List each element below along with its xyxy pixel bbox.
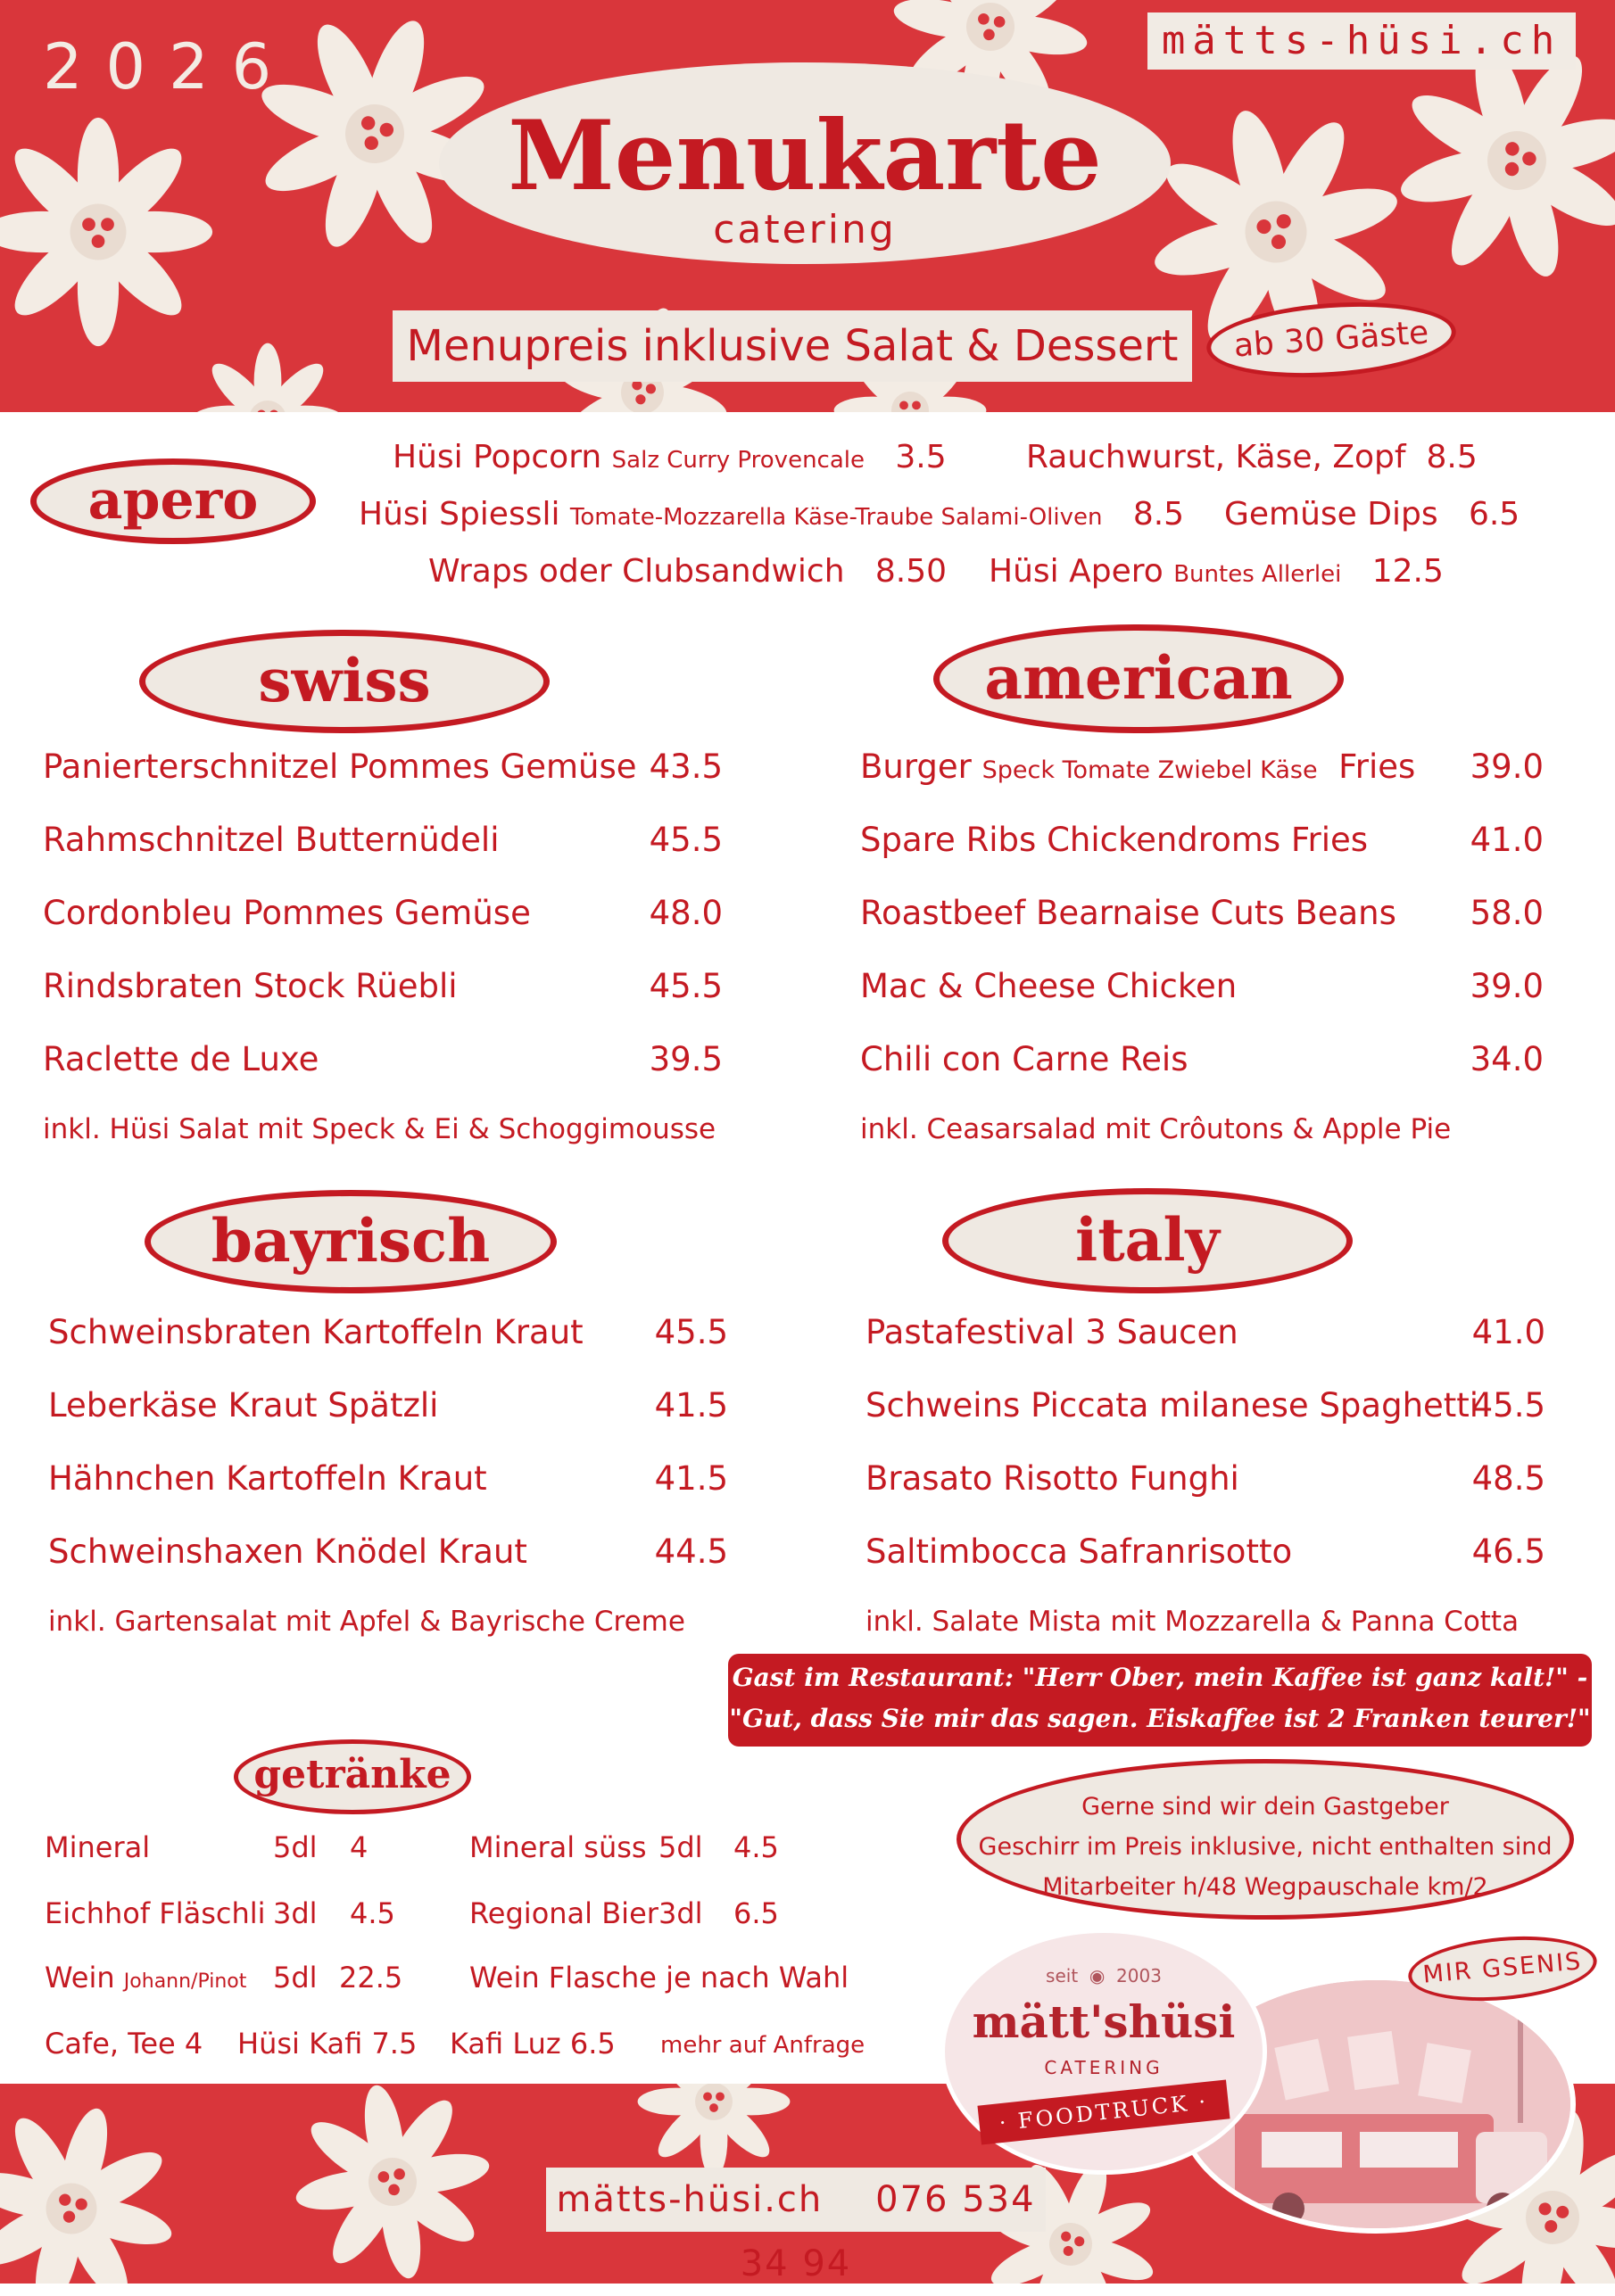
website-badge[interactable]: mätts-hüsi.ch (1147, 12, 1576, 70)
american-burger (860, 747, 1415, 786)
apero-spiessli-price: 8.5 (1132, 496, 1185, 533)
bayrisch-item: Leberkäse Kraut Spätzli (48, 1386, 439, 1425)
logo-seit: seit (1046, 1965, 1079, 1986)
host-line-1: Gerne sind wir dein Gastgeber (1081, 1793, 1449, 1821)
apero-spiessli (359, 496, 1184, 533)
host-info (957, 1759, 1574, 1920)
drink-price: 4.5 (350, 1896, 395, 1930)
american-price: 39.0 (1470, 747, 1544, 786)
bayrisch-includes: inkl. Gartensalat mit Apfel & Bayrische Creme (48, 1606, 685, 1638)
apero-huesi-apero-name: Hüsi Apero (989, 553, 1164, 590)
american-includes: inkl. Ceasarsalad mit Crôutons & Apple Pie (860, 1113, 1452, 1145)
drink-cafe: Cafe, Tee 4 (45, 2027, 203, 2061)
bayrisch-price: 41.5 (654, 1386, 728, 1425)
swiss-item: Cordonbleu Pommes Gemüse (43, 894, 531, 932)
swiss-includes: inkl. Hüsi Salat mit Speck & Ei & Schoggimousse (43, 1113, 716, 1145)
apero-huesi-apero-desc: Buntes Allerlei (1173, 561, 1342, 588)
drink-price: 4 (350, 1830, 369, 1864)
drink-size: 5dl (273, 1961, 318, 1995)
american-item: Chili con Carne Reis (860, 1040, 1188, 1078)
swiss-item: Rindsbraten Stock Rüebli (43, 967, 458, 1005)
footer-phone[interactable]: 076 534 34 94 (740, 2179, 1036, 2284)
american-item: Mac & Cheese Chicken (860, 967, 1238, 1005)
american-burger-suffix: Fries (1338, 747, 1416, 786)
italy-price: 45.5 (1471, 1386, 1545, 1425)
bayrisch-price: 44.5 (654, 1532, 728, 1571)
drink-more: mehr auf Anfrage (660, 2032, 865, 2059)
section-drinks-title: getränke (234, 1739, 471, 1814)
joke-line-2: "Gut, dass Sie mir das sagen. Eiskaffee ist 2 Franken teurer!" (729, 1704, 1591, 1733)
host-line-2: Geschirr im Preis inklusive, nicht enthalten sind (978, 1833, 1553, 1861)
drink-mineral: Mineral (45, 1830, 151, 1864)
drink-size: 3dl (273, 1896, 318, 1930)
american-price: 34.0 (1470, 1040, 1544, 1078)
swiss-price: 45.5 (649, 967, 723, 1005)
joke-line-1: Gast im Restaurant: "Herr Ober, mein Kaffee ist ganz kalt!" - (732, 1663, 1588, 1692)
bayrisch-item: Schweinshaxen Knödel Kraut (48, 1532, 527, 1571)
apero-dips-name: Gemüse Dips (1224, 496, 1438, 533)
drink-price: 4.5 (733, 1830, 779, 1864)
logo-catering: CATERING (1044, 2057, 1164, 2078)
apero-wraps-price: 8.50 (874, 553, 948, 590)
apero-popcorn (393, 439, 947, 475)
apero-dips (1224, 496, 1520, 533)
section-american-title: american (933, 624, 1344, 733)
italy-item: Pastafestival 3 Saucen (865, 1313, 1238, 1351)
section-swiss-title: swiss (139, 630, 550, 733)
italy-includes: inkl. Salate Mista mit Mozzarella & Panna Cotta (865, 1606, 1520, 1638)
host-line-3: Mitarbeiter h/48 Wegpauschale km/2 (1042, 1873, 1488, 1901)
footer-contact (546, 2168, 1046, 2284)
mir-gsenis-badge: MIR GSENIS (1405, 1929, 1599, 2008)
italy-item: Schweins Piccata milanese Spaghetti (865, 1386, 1479, 1425)
logo-year: 2003 (1116, 1965, 1162, 1986)
italy-price: 48.5 (1471, 1459, 1545, 1498)
drink-size: 5dl (273, 1830, 318, 1864)
swiss-price: 39.5 (649, 1040, 723, 1078)
page-title: Menukarte (508, 100, 1102, 212)
american-burger-desc: Speck Tomate Zwiebel Käse (981, 756, 1318, 784)
swiss-item: Raclette de Luxe (43, 1040, 319, 1078)
american-item: Spare Ribs Chickendroms Fries (860, 821, 1369, 859)
year-label: 2026 (43, 30, 295, 103)
apero-popcorn-price: 3.5 (895, 439, 947, 475)
italy-price: 41.0 (1471, 1313, 1545, 1351)
section-apero-title: apero (30, 458, 316, 544)
bayrisch-item: Hähnchen Kartoffeln Kraut (48, 1459, 487, 1498)
apero-popcorn-name: Hüsi Popcorn (393, 439, 602, 475)
drink-wein (45, 1961, 246, 1995)
footer-website[interactable]: mätts-hüsi.ch (556, 2179, 824, 2220)
drink-kafi-luz: Kafi Luz 6.5 (450, 2027, 616, 2061)
guests-badge: ab 30 Gäste (1204, 294, 1458, 384)
apero-rauchwurst-name: Rauchwurst, Käse, Zopf (1026, 439, 1406, 475)
american-price: 58.0 (1470, 894, 1544, 932)
drink-size: 3dl (658, 1896, 703, 1930)
american-burger-name: Burger (860, 747, 972, 786)
logo-name: mätt'shüsi (972, 1995, 1236, 2048)
drink-price: 6.5 (733, 1896, 779, 1930)
italy-price: 46.5 (1471, 1532, 1545, 1571)
bayrisch-price: 45.5 (654, 1313, 728, 1351)
italy-item: Brasato Risotto Funghi (865, 1459, 1239, 1498)
swiss-item: Panierterschnitzel Pommes Gemüse (43, 747, 637, 786)
american-price: 39.0 (1470, 967, 1544, 1005)
apero-dips-price: 6.5 (1468, 496, 1520, 533)
price-note: Menupreis inklusive Salat & Dessert (393, 310, 1192, 382)
apero-spiessli-desc: Tomate-Mozzarella Käse-Traube Salami-Oliven (569, 504, 1103, 531)
drink-wein-flasche: Wein Flasche je nach Wahl (469, 1961, 849, 1995)
american-price: 41.0 (1470, 821, 1544, 859)
bayrisch-item: Schweinsbraten Kartoffeln Kraut (48, 1313, 584, 1351)
cow-icon: ◉ (1083, 1965, 1111, 1986)
apero-rauchwurst-price: 8.5 (1426, 439, 1478, 475)
drink-huesi-kafi: Hüsi Kafi 7.5 (237, 2027, 418, 2061)
page-subtitle: catering (713, 207, 897, 252)
drink-regional: Regional Bier (469, 1896, 658, 1930)
swiss-item: Rahmschnitzel Butternüdeli (43, 821, 500, 859)
bayrisch-price: 41.5 (654, 1459, 728, 1498)
drink-mineral-suess: Mineral süss (469, 1830, 647, 1864)
company-logo (940, 1928, 1267, 2175)
drink-size: 5dl (658, 1830, 703, 1864)
apero-wraps-name: Wraps oder Clubsandwich (428, 553, 845, 590)
drink-wein-name: Wein (45, 1961, 115, 1995)
joke-banner (728, 1654, 1592, 1747)
american-item: Roastbeef Bearnaise Cuts Beans (860, 894, 1396, 932)
drink-eichhof: Eichhof Fläschli (45, 1896, 266, 1930)
apero-huesi-apero-price: 12.5 (1371, 553, 1444, 590)
apero-wraps (428, 553, 947, 590)
apero-huesi-apero (989, 553, 1444, 590)
apero-spiessli-name: Hüsi Spiessli (359, 496, 560, 533)
section-bayrisch-title: bayrisch (145, 1190, 557, 1293)
swiss-price: 43.5 (649, 747, 723, 786)
apero-rauchwurst (1026, 439, 1478, 475)
logo-foodtruck: · FOODTRUCK · (977, 2079, 1230, 2144)
apero-popcorn-desc: Salz Curry Provencale (611, 447, 865, 474)
section-italy-title: italy (942, 1188, 1353, 1293)
swiss-price: 48.0 (649, 894, 723, 932)
swiss-price: 45.5 (649, 821, 723, 859)
italy-item: Saltimbocca Safranrisotto (865, 1532, 1293, 1571)
drink-wein-desc: Johann/Pinot (123, 1970, 247, 1993)
drink-price: 22.5 (339, 1961, 403, 1995)
